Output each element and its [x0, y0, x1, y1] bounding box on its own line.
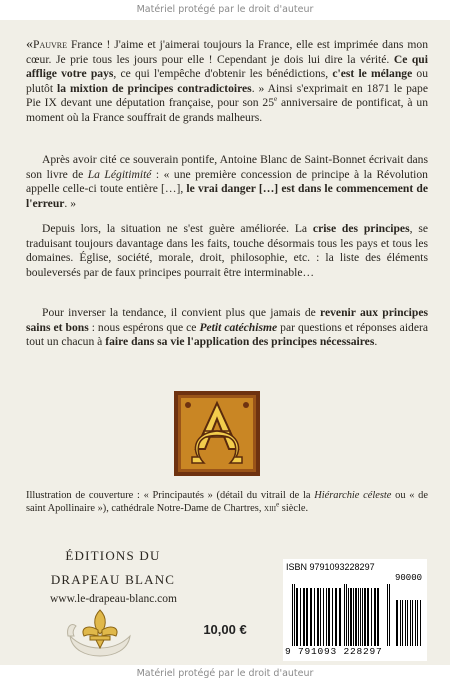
watermark-top: Matériel protégé par le droit d'auteur: [136, 4, 314, 15]
paragraph-tendance: Pour inverser la tendance, il convient plus que jamais de revenir aux principes sains et bons : nous espérons que ce Petit catéchisme par questions et réponses aidera tout un chacun à faire dans sa vie l'application des principes nécessaires.: [26, 306, 428, 349]
publisher-website: www.le-drapeau-blanc.com: [50, 593, 177, 605]
fleur-de-lis-swan-logo-icon: [62, 606, 138, 658]
barcode-addon-digits: 90000: [395, 573, 423, 583]
paragraph-quote: «Pauvre France ! J'aime et j'aimerai toujours la France, elle est imprimée dans mon cœur. Je prie tous les jours pour elle ! Cependant je dois lui dire la vérité. Ce qui afflige votre pays, ce qui l'empêche d'obtenir les bénédictions, c'est le mélange ou plutôt la mixtion de principes contradictoires. » Ainsi s'exprimait en 1871 le pape Pie IX devant une députation française, pour son 25e anniversaire de pontificat, à un moment où la France souffrait de grands malheurs.: [26, 37, 429, 124]
alpha-omega-monogram-icon: [174, 391, 260, 476]
price: 10,00 €: [203, 622, 247, 637]
barcode-number: 9 791093 228297: [285, 646, 383, 657]
barcode-bars: [292, 584, 424, 646]
paragraph-saint-bonnet: Après avoir cité ce souverain pontife, Antoine Blanc de Saint-Bonnet écrivait dans son livre de La Légitimité : « une première concession de principe à la Révolution appelle celle-ci toute entière […], le vrai danger […] est dans le commencement de l'erreur. »: [26, 153, 429, 210]
watermark-bottom: Matériel protégé par le droit d'auteur: [136, 668, 314, 679]
publisher-name-line2: DRAPEAU BLANC: [50, 572, 176, 587]
publisher-name-line1: ÉDITIONS DU: [65, 548, 161, 563]
isbn-label: ISBN 9791093228297: [286, 562, 375, 572]
cover-illustration-caption: Illustration de couverture : « Principautés » (détail du vitrail de la Hiérarchie céleste ou « de saint Apollinaire »), cathédrale Notre-Dame de Chartres, xiii$^e$ siècle.: [26, 490, 428, 515]
paragraph-crise: Depuis lors, la situation ne s'est guère améliorée. La crise des principes, se traduisant toujours davantage dans les faits, touche désormais tous les pays et tous les domaines. Église, société, morale, droit, philosophie, etc. : la liste des éléments bouleversés par de faux principes pourrait être interminable…: [26, 222, 428, 279]
